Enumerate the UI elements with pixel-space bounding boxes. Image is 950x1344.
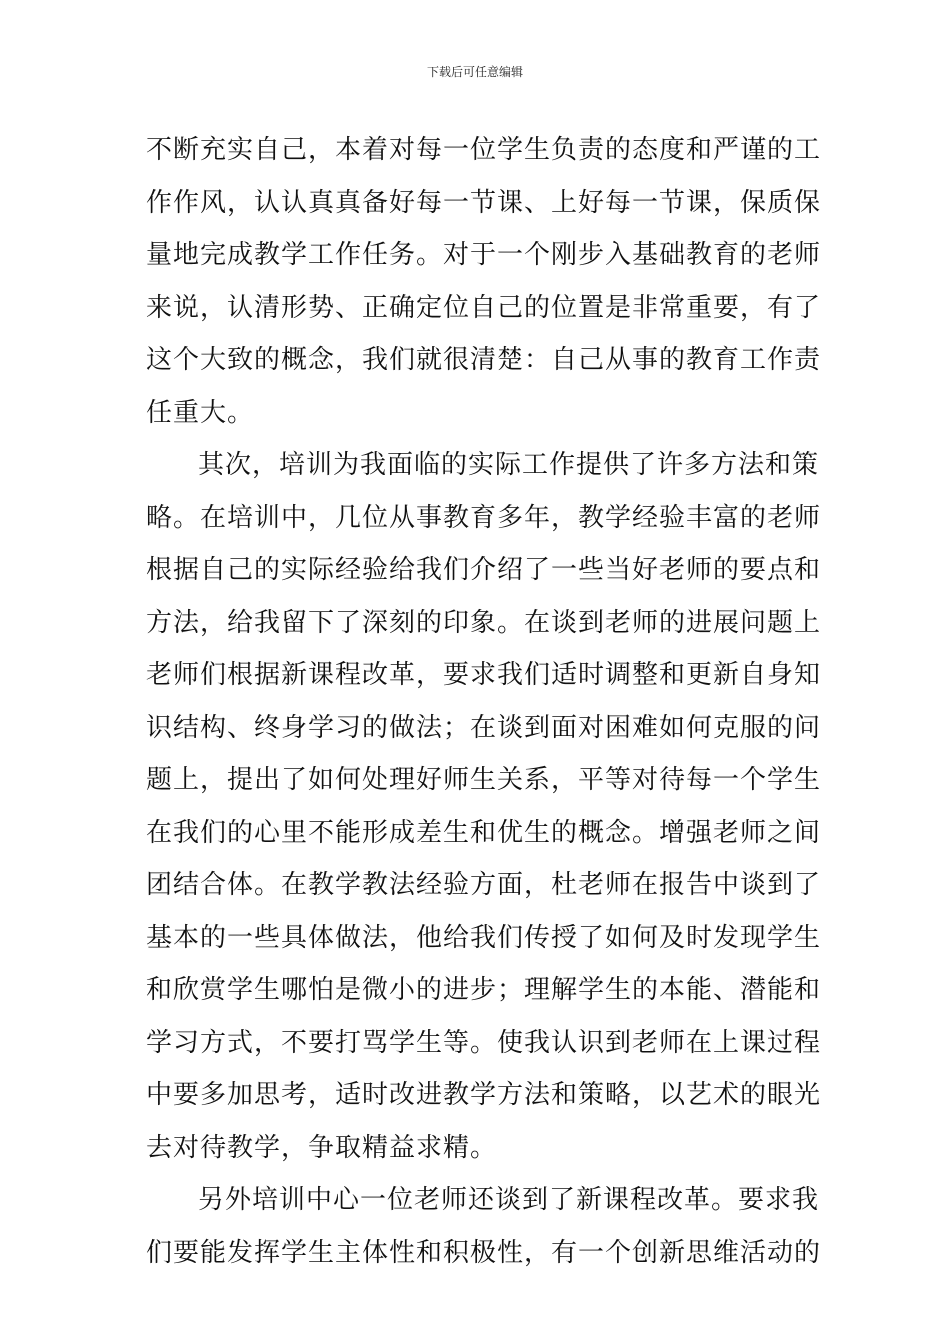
text-line: 方法，给我留下了深刻的印象。在谈到老师的进展问题上 — [146, 607, 822, 638]
text-line: 这个大致的概念，我们就很清楚：自己从事的教育工作责 — [146, 345, 822, 375]
text-line: 来说，认清形势、正确定位自己的位置是非常重要，有了 — [146, 292, 822, 323]
page-header: 下载后可任意编辑 — [426, 65, 523, 79]
text-line: 去对待教学，争取精益求精。 — [146, 1132, 498, 1163]
text-line: 另外培训中心一位老师还谈到了新课程改革。要求我 — [198, 1185, 820, 1215]
text-line: 中要多加思考，适时改进教学方法和策略，以艺术的眼光 — [146, 1080, 822, 1110]
text-line: 和欣赏学生哪怕是微小的进步；理解学生的本能、潜能和 — [146, 975, 822, 1005]
text-line: 题上，提出了如何处理好师生关系，平等对待每一个学生 — [146, 765, 822, 795]
text-line: 量地完成教学工作任务。对于一个刚步入基础教育的老师 — [146, 240, 822, 270]
text-line: 不断充实自己，本着对每一位学生负责的态度和严谨的工 — [146, 135, 822, 165]
text-line: 作作风，认认真真备好每一节课、上好每一节课，保质保 — [146, 187, 822, 218]
text-line: 在我们的心里不能形成差生和优生的概念。增强老师之间 — [146, 817, 822, 848]
text-line: 任重大。 — [146, 397, 255, 428]
text-line: 识结构、终身学习的做法；在谈到面对困难如何克服的问 — [146, 712, 822, 743]
text-line: 根据自己的实际经验给我们介绍了一些当好老师的要点和 — [146, 555, 822, 585]
text-line: 团结合体。在教学教法经验方面，杜老师在报告中谈到了 — [146, 870, 822, 900]
text-line: 们要能发挥学生主体性和积极性，有一个创新思维活动的 — [146, 1237, 822, 1268]
text-line: 学习方式，不要打骂学生等。使我认识到老师在上课过程 — [146, 1027, 822, 1058]
paragraph-1 — [146, 124, 822, 439]
paragraph-2 — [146, 439, 822, 1174]
text-line: 基本的一些具体做法，他给我们传授了如何及时发现学生 — [146, 922, 822, 953]
text-line: 略。在培训中，几位从事教育多年，教学经验丰富的老师 — [146, 502, 822, 533]
text-line: 老师们根据新课程改革，要求我们适时调整和更新自身知 — [146, 660, 822, 690]
paragraph-3 — [146, 1174, 822, 1279]
text-line: 其次，培训为我面临的实际工作提供了许多方法和策 — [198, 450, 820, 480]
document-body — [146, 124, 822, 1279]
